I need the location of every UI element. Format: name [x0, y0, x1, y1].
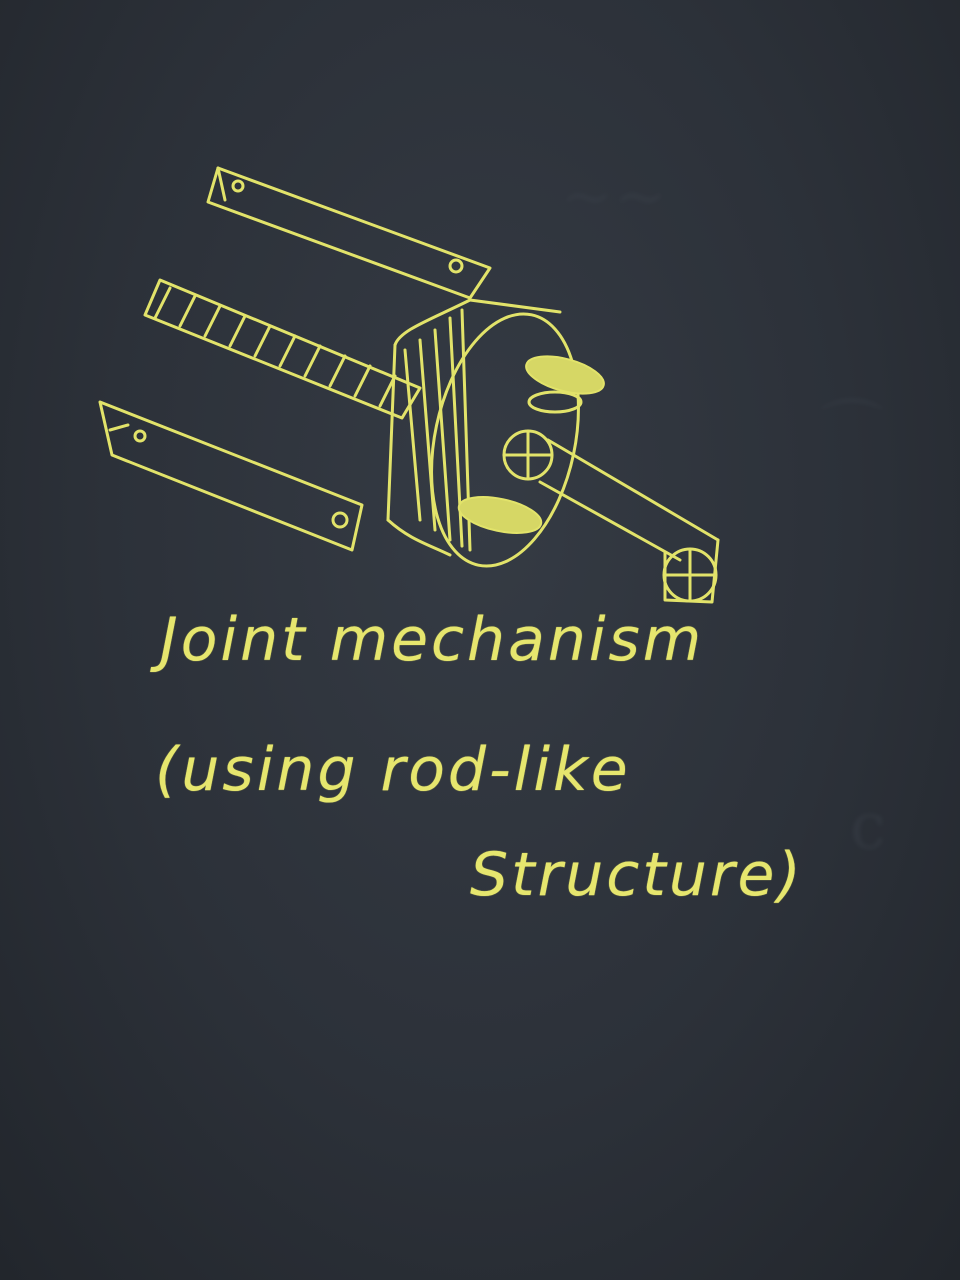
- erased-chalk-ghost: c: [850, 790, 886, 864]
- hub-pins: [456, 349, 608, 539]
- cylinder-hub: [388, 300, 600, 580]
- caption-line-2: (using rod-like: [155, 735, 631, 805]
- caption-line-3: Structure): [470, 840, 804, 910]
- top-rod: [208, 168, 490, 298]
- middle-hatched-rod: [145, 280, 420, 418]
- link-rod: [540, 440, 718, 602]
- bottom-rod: [100, 402, 362, 550]
- erased-chalk-ghost: ⌒: [820, 395, 884, 469]
- erased-chalk-ghost: ∼∼: [560, 160, 668, 234]
- caption-line-1: Joint mechanism: [160, 605, 705, 675]
